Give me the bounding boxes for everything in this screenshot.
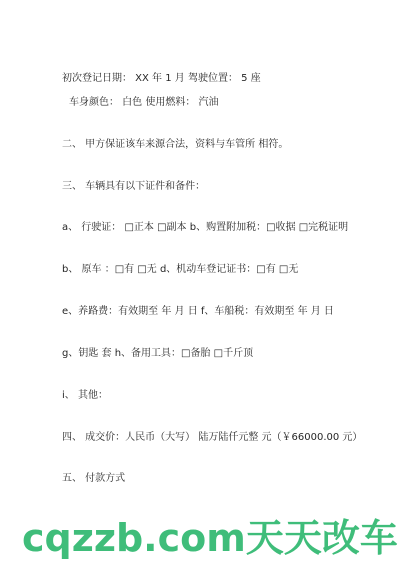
clause-four-price: 四、 成交价：人民币（大写） 陆万陆仟元整 元（￥66000.00 元） [62,432,363,443]
item-b-original: b、 原车 ：□有 □无 d、机动车登记证书：□有 □无 [62,264,299,275]
clause-three: 三、 车辆具有以下证件和备件： [62,181,206,192]
item-e-road-fee: e、养路费：有效期至 年 月 日 f、车船税：有效期至 年 月 日 [62,306,334,317]
site-watermark: cqzzb.com天天改车 [22,516,398,560]
clause-two: 二、 甲方保证该车来源合法，资料与车管所 相符。 [62,139,289,150]
item-i-other: i、 其他： [62,390,108,401]
item-g-keys: g、钥匙 套 h、备用工具：□备胎 □千斤顶 [62,348,254,359]
registration-date-line: 初次登记日期： XX 年 1 月 驾驶位置： 5 座 [62,73,261,84]
color-fuel-line: 车身颜色： 白色 使用燃料： 汽油 [69,97,219,108]
item-a-license: a、 行驶证： □正本 □副本 b、购置附加税：□收据 □完税证明 [62,222,349,233]
clause-five-payment: 五、 付款方式 [62,473,126,484]
